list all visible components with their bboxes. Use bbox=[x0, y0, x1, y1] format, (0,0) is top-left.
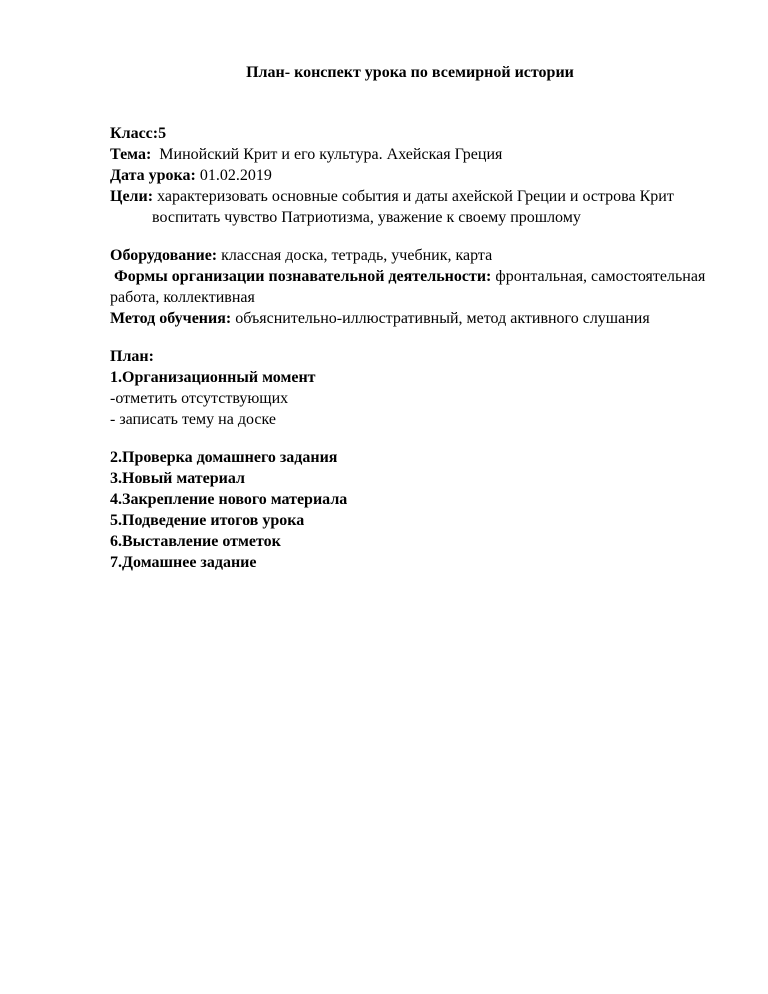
field-teaching-method bbox=[110, 308, 710, 329]
field-forms bbox=[110, 266, 710, 308]
document-title: План- конспект урока по всемирной истории bbox=[246, 64, 574, 81]
plan-item-1-sub-1: -отметить отсутствующих bbox=[110, 390, 289, 407]
plan-item-4: 4.Закрепление нового материала bbox=[110, 491, 348, 508]
plan-heading: План: bbox=[110, 348, 154, 365]
field-goals-continuation: воспитать чувство Патриотизма, уважение к своему прошлому bbox=[152, 209, 581, 226]
blank-line bbox=[110, 329, 710, 346]
plan-item-1: 1.Организационный момент bbox=[110, 369, 316, 386]
field-goals bbox=[110, 186, 710, 207]
field-forms-label: Формы организации познавательной деятельности: bbox=[110, 268, 492, 285]
field-teaching-method-label: Метод обучения: bbox=[110, 310, 232, 327]
plan-item-1-sub-2: - записать тему на доске bbox=[110, 411, 276, 428]
field-topic bbox=[110, 144, 710, 165]
field-date-label: Дата урока: bbox=[110, 167, 196, 184]
field-forms-value: фронтальная, самостоятельная работа, коллективная bbox=[110, 268, 710, 306]
field-date bbox=[110, 165, 710, 186]
field-goals-value: характеризовать основные события и даты ахейской Греции и острова Крит bbox=[153, 188, 674, 205]
plan-item-6: 6.Выставление отметок bbox=[110, 533, 281, 550]
plan-item-2: 2.Проверка домашнего задания bbox=[110, 449, 338, 466]
field-topic-value: Минойский Крит и его культура. Ахейская Греция bbox=[151, 146, 503, 163]
field-equipment bbox=[110, 245, 710, 266]
plan-item-3: 3.Новый материал bbox=[110, 470, 245, 487]
field-date-value: 01.02.2019 bbox=[195, 167, 272, 184]
field-goals-label: Цели: bbox=[110, 188, 154, 205]
field-equipment-label: Оборудование: bbox=[110, 247, 218, 264]
field-topic-label: Тема: bbox=[110, 146, 152, 163]
plan-item-7: 7.Домашнее задание bbox=[110, 554, 257, 571]
field-class-label: Класс:5 bbox=[110, 125, 167, 142]
field-class bbox=[110, 123, 710, 144]
plan-item-5: 5.Подведение итогов урока bbox=[110, 512, 305, 529]
blank-line bbox=[110, 228, 710, 245]
blank-line bbox=[110, 430, 710, 447]
field-teaching-method-value: объяснительно-иллюстративный, метод активного слушания bbox=[231, 310, 650, 327]
field-equipment-value: классная доска, тетрадь, учебник, карта bbox=[217, 247, 493, 264]
